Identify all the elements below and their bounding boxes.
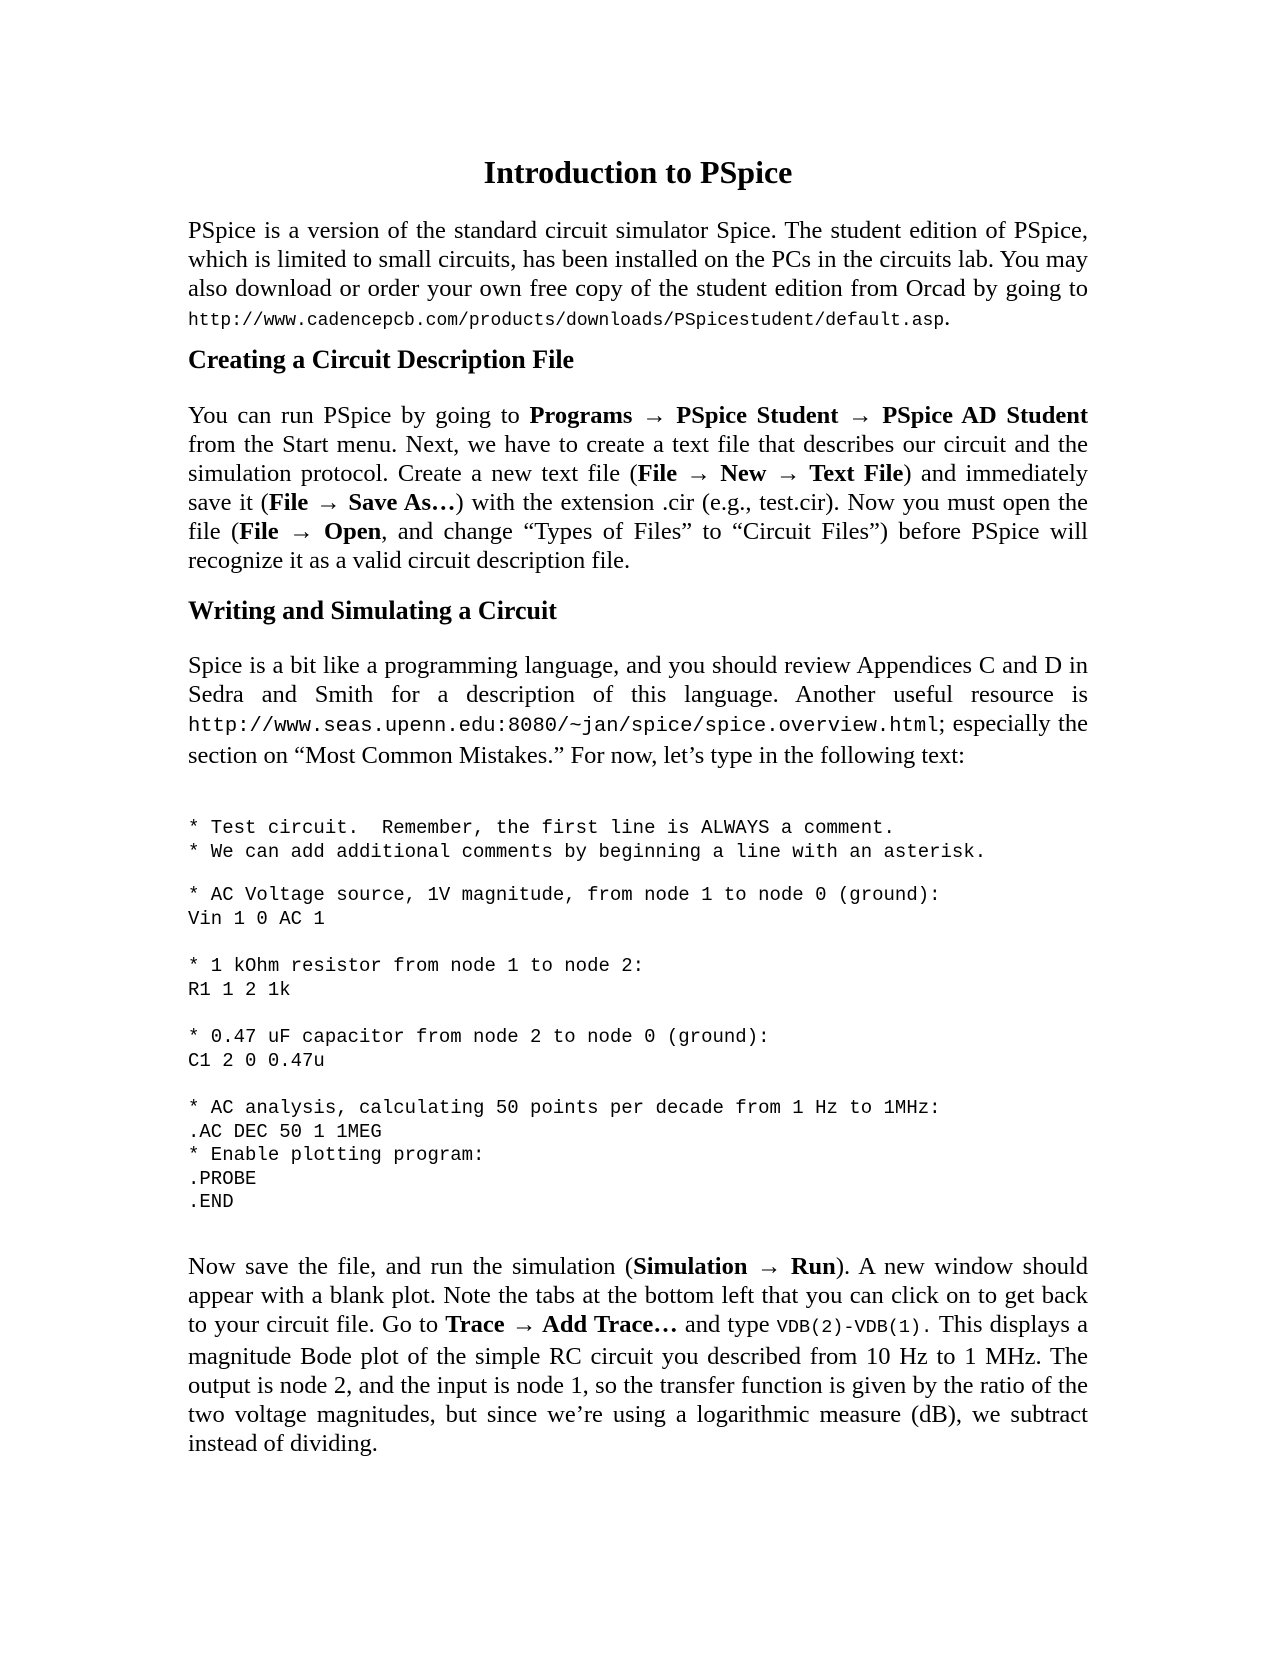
creating-text: ) with the extension .cir (e.g., test.cir). Now you must open the file ( xyxy=(188,489,1088,545)
simulation-paragraph xyxy=(188,1252,1088,1458)
menu-programs: Programs xyxy=(529,402,633,429)
menu-save-as: Save As… xyxy=(348,489,456,516)
menu-file: File xyxy=(268,489,309,516)
code-block-resistor: * 1 kOhm resistor from node 1 to node 2: R1 1 2 1k xyxy=(188,955,645,1001)
menu-open: Open xyxy=(324,518,382,545)
trace-expression: VDB(2)-VDB(1). xyxy=(776,1317,933,1338)
arrow-icon: → xyxy=(504,1311,543,1338)
section-heading-creating: Creating a Circuit Description File xyxy=(188,345,575,374)
creating-text: from the Start menu. Next, we have to create a text file that describes our circuit and the simulation protocol. Create a new text file ( xyxy=(188,431,1088,487)
arrow-icon: → xyxy=(632,402,677,429)
creating-text: , and change “Types of Files” to “Circuit Files”) before PSpice will recognize it as a valid circuit description file. xyxy=(188,518,1088,574)
simulation-text: ). A new window should appear with a blank plot. Note the tabs at the bottom left that you can click on to get back to your circuit file. Go to xyxy=(188,1253,1088,1338)
writing-text: ; especially the section on “Most Common Mistakes.” For now, let’s type in the following text: xyxy=(188,710,1088,769)
spice-overview-link[interactable]: http://www.seas.upenn.edu:8080/~jan/spice/spice.overview.html xyxy=(188,715,939,738)
code-block-comments: * Test circuit. Remember, the first line is ALWAYS a comment. * We can add additional comments by beginning a line with an asterisk. xyxy=(188,817,987,863)
page-title: Introduction to PSpice xyxy=(483,154,793,190)
arrow-icon: → xyxy=(766,460,810,487)
menu-trace: Trace xyxy=(445,1311,505,1338)
menu-file: File xyxy=(239,518,279,545)
intro-paragraph xyxy=(188,216,1088,336)
code-block-analysis: * AC analysis, calculating 50 points per decade from 1 Hz to 1MHz: .AC DEC 50 1 1MEG * Enable plotting program: .PROBE .END xyxy=(188,1097,941,1213)
menu-new: New xyxy=(720,460,767,487)
menu-file: File xyxy=(637,460,678,487)
code-block-voltage-source: * AC Voltage source, 1V magnitude, from node 1 to node 0 (ground): Vin 1 0 AC 1 xyxy=(188,884,941,930)
intro-text: PSpice is a version of the standard circuit simulator Spice. The student edition of PSpice, which is limited to small circuits, has been installed on the PCs in the circuits lab. You may also download or order your own free copy of the student edition from Orcad by going to xyxy=(188,217,1088,302)
creating-paragraph xyxy=(188,401,1088,575)
menu-run: Run xyxy=(790,1253,836,1280)
arrow-icon: → xyxy=(278,518,325,545)
pspice-download-link[interactable]: http://www.cadencepcb.com/products/downloads/PSpicestudent/default.asp xyxy=(188,311,945,331)
simulation-text: Now save the file, and run the simulation ( xyxy=(188,1253,634,1280)
menu-add-trace: Add Trace… xyxy=(542,1311,678,1338)
arrow-icon: → xyxy=(677,460,721,487)
writing-text: Spice is a bit like a programming language, and you should review Appendices C and D in Sedra and Smith for a description of this language. Another useful resource is xyxy=(188,652,1088,708)
writing-paragraph xyxy=(188,651,1088,770)
menu-text-file: Text File xyxy=(809,460,904,487)
menu-simulation: Simulation xyxy=(633,1253,748,1280)
code-block-capacitor: * 0.47 uF capacitor from node 2 to node 0 (ground): C1 2 0 0.47u xyxy=(188,1026,770,1072)
creating-text: ) and immediately save it ( xyxy=(188,460,1088,516)
arrow-icon: → xyxy=(308,489,349,516)
creating-text: You can run PSpice by going to xyxy=(188,402,530,429)
section-heading-writing: Writing and Simulating a Circuit xyxy=(188,596,557,625)
arrow-icon: → xyxy=(838,402,883,429)
arrow-icon: → xyxy=(747,1253,791,1280)
intro-end: . xyxy=(944,304,951,331)
simulation-text: This displays a magnitude Bode plot of the simple RC circuit you described from 10 Hz to 1 MHz. The output is node 2, and the input is node 1, so the transfer function is given by the ratio of the two voltage magnitudes, but since we’re using a logarithmic measure (dB), we subtract instead of dividing. xyxy=(188,1311,1088,1457)
menu-pspice-student: PSpice Student xyxy=(676,402,839,429)
simulation-text: and type xyxy=(677,1311,777,1338)
menu-pspice-ad-student: PSpice AD Student xyxy=(882,402,1089,429)
